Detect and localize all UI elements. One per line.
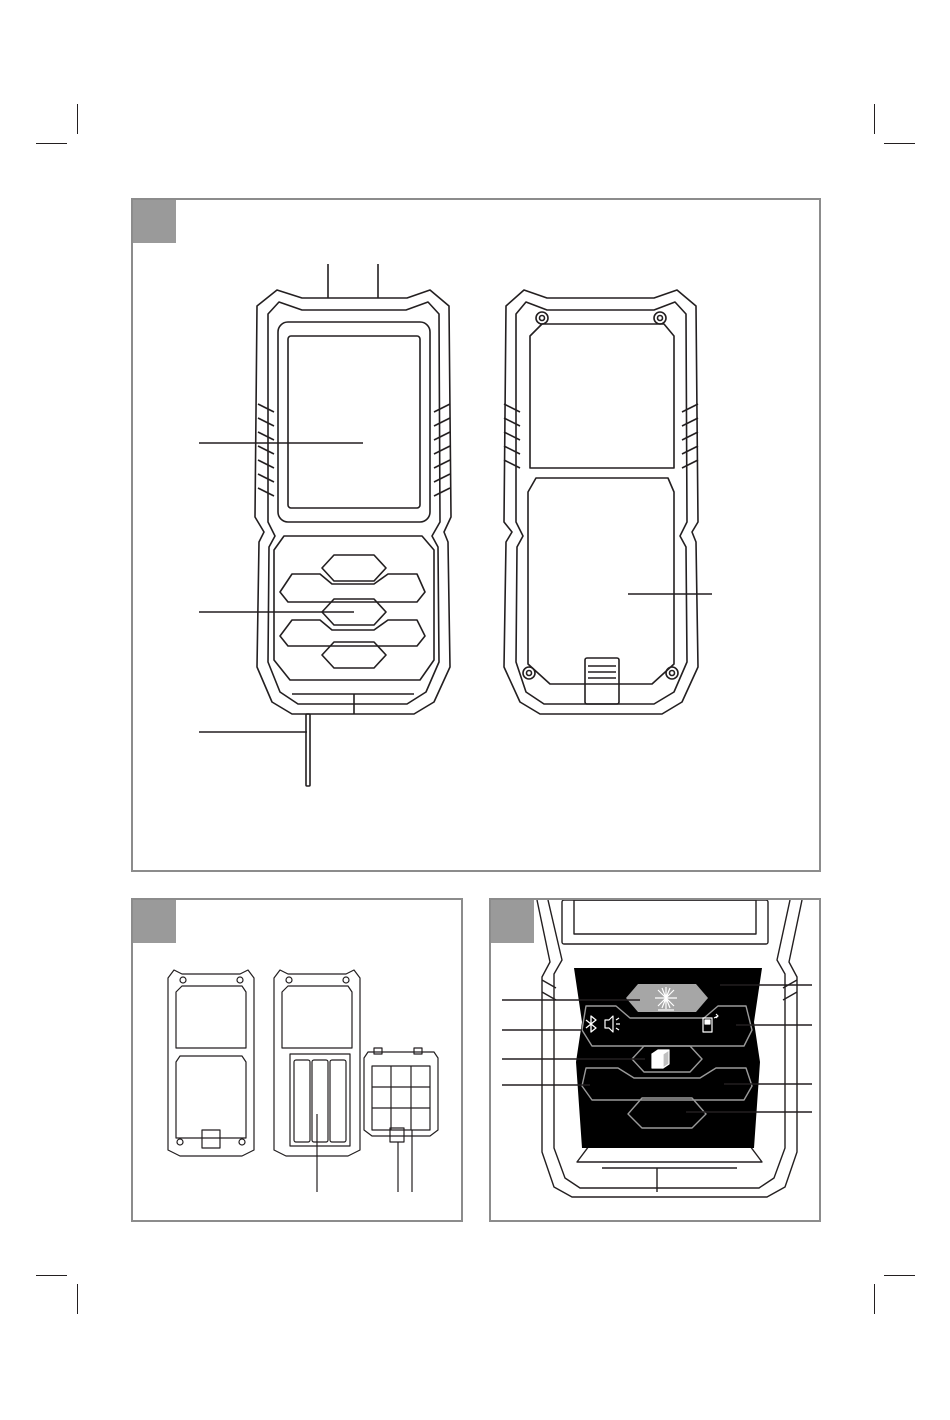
device-front-grip-right — [434, 404, 450, 496]
device-back-inner-shell — [516, 302, 687, 704]
measuring-pin — [306, 714, 310, 786]
keypad-button-top — [322, 555, 386, 581]
screw-top-left — [536, 312, 548, 324]
keypad-row-upper — [280, 574, 425, 602]
figure-3-tab — [491, 900, 534, 943]
battery-cover-latch — [585, 658, 619, 704]
device-back-outer-shell — [504, 290, 698, 714]
battery-compartment — [290, 1054, 350, 1146]
device-back-open — [274, 970, 360, 1192]
screw-bottom-right — [666, 667, 678, 679]
figure-1-panel — [131, 198, 821, 872]
crop-mark-bottom-right-v — [874, 1284, 875, 1314]
crop-mark-top-right-h — [884, 143, 915, 144]
device-front — [199, 264, 451, 786]
crop-mark-bottom-left-v — [77, 1284, 78, 1314]
battery-2 — [312, 1060, 328, 1142]
battery-1 — [294, 1060, 310, 1142]
crop-mark-top-left-v — [77, 104, 78, 134]
cube-volume-icon — [652, 1050, 669, 1068]
crop-mark-top-right-v — [874, 104, 875, 134]
device-front-keypad-rim — [274, 536, 434, 680]
figure-2-drawing — [133, 900, 463, 1222]
device-front-display — [288, 336, 420, 508]
device-back-grip-right — [682, 404, 698, 468]
figure-3-panel — [489, 898, 821, 1222]
battery-3 — [330, 1060, 346, 1142]
battery-cover — [528, 478, 674, 684]
figure-3-drawing — [491, 900, 821, 1222]
device-front-bezel — [278, 322, 430, 522]
device-front-grip-left — [258, 404, 274, 496]
device-back-grip-left — [504, 404, 520, 468]
figure-1-drawing — [133, 200, 821, 872]
device-back-top-window — [530, 324, 674, 468]
figure-2-panel — [131, 898, 463, 1222]
device-back-closed — [168, 970, 254, 1156]
device-front-outer-shell — [255, 290, 451, 714]
screw-bottom-left — [523, 667, 535, 679]
battery-cover-latch-ridges — [588, 666, 616, 678]
screw-top-right — [654, 312, 666, 324]
crop-mark-top-left-h — [36, 143, 67, 144]
device-front-inner-shell — [268, 302, 440, 704]
device-back — [504, 290, 712, 714]
display-edge — [562, 900, 768, 944]
crop-mark-bottom-right-h — [884, 1275, 915, 1276]
battery-cover-removed — [364, 1048, 438, 1192]
crop-mark-bottom-left-h — [36, 1275, 67, 1276]
